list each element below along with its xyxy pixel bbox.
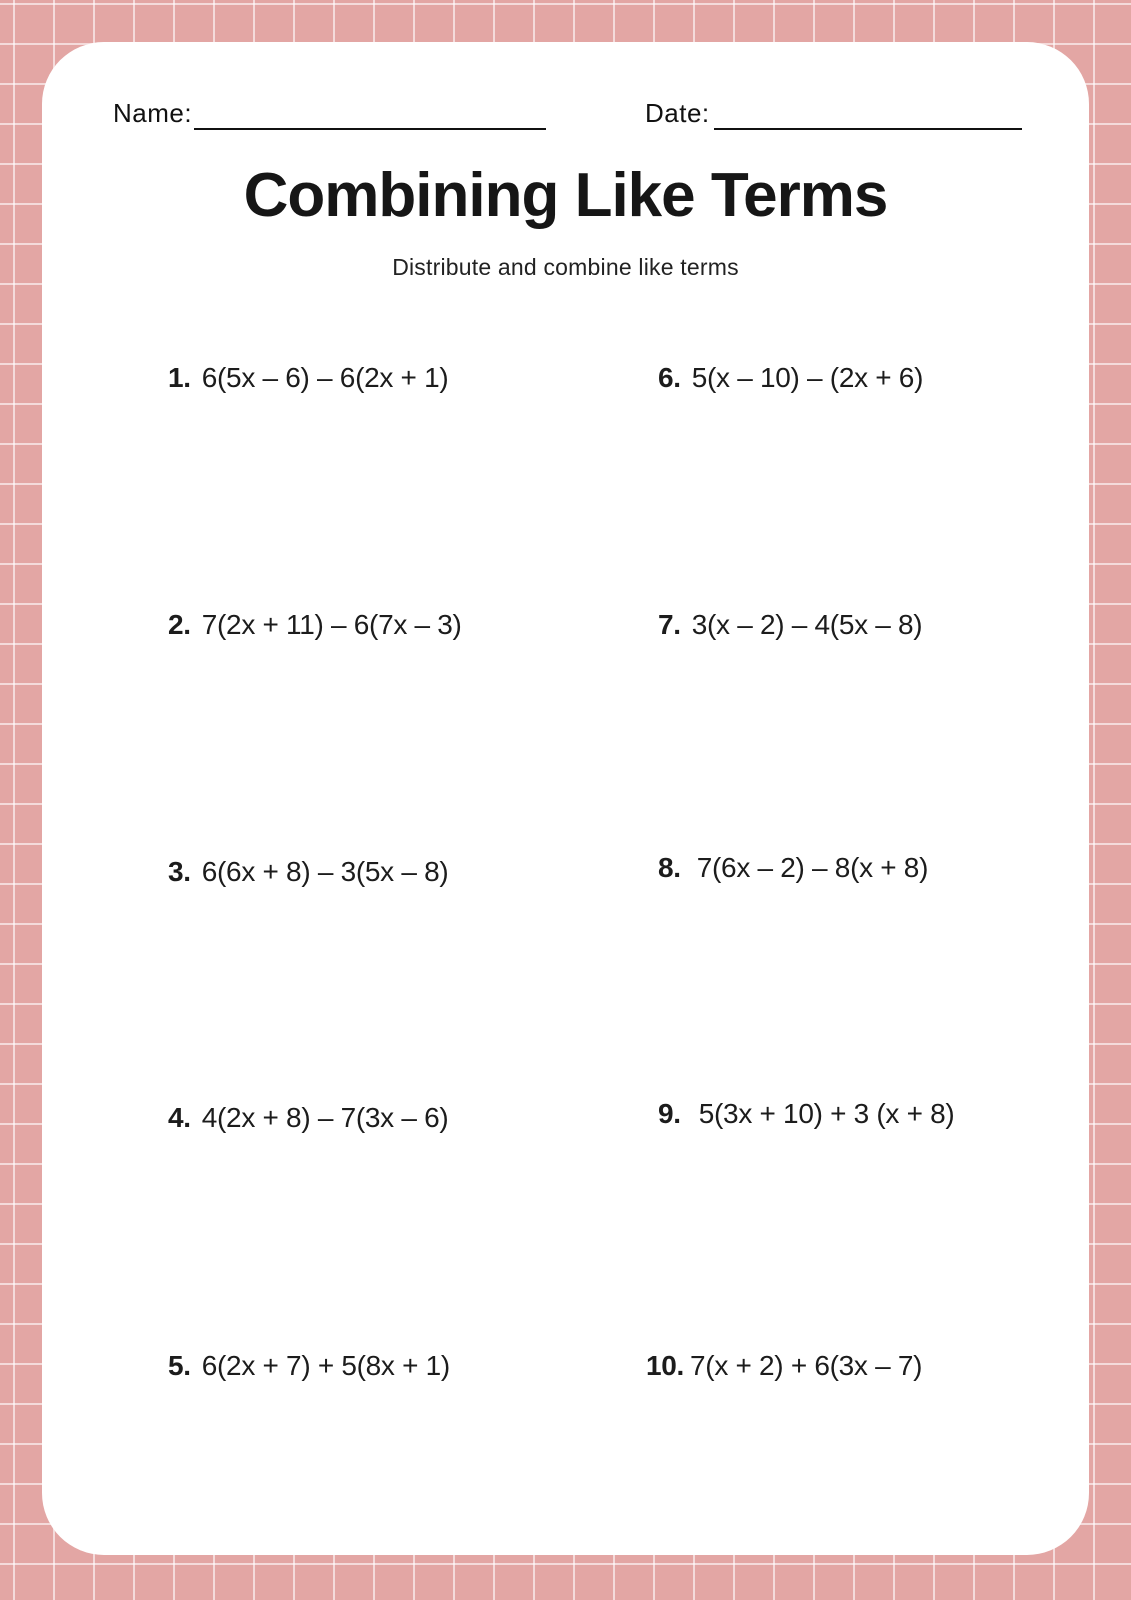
problem-number: 7.: [658, 609, 681, 640]
problem-2: [168, 607, 462, 643]
problem-number: 3.: [168, 856, 191, 887]
problem-8: [658, 850, 928, 886]
problem-1: [168, 360, 448, 396]
problem-number: 1.: [168, 362, 191, 393]
date-input-line[interactable]: [714, 128, 1022, 130]
problem-5: [168, 1348, 450, 1384]
page-subtitle: Distribute and combine like terms: [392, 254, 739, 280]
problem-9: [658, 1096, 954, 1132]
problem-number: 8.: [658, 852, 681, 883]
date-label: Date:: [645, 98, 710, 128]
problem-expression: 7(2x + 11) – 6(7x – 3): [201, 609, 462, 640]
problem-expression: 7(x + 2) + 6(3x – 7): [690, 1350, 923, 1381]
problem-expression: 5(x – 10) – (2x + 6): [691, 362, 924, 393]
problem-expression: 7(6x – 2) – 8(x + 8): [696, 852, 929, 883]
worksheet-card: [42, 42, 1089, 1555]
problem-expression: 4(2x + 8) – 7(3x – 6): [201, 1102, 449, 1133]
problem-10: [646, 1348, 922, 1384]
problem-expression: 6(6x + 8) – 3(5x – 8): [201, 856, 449, 887]
problem-number: 10.: [646, 1350, 685, 1381]
problem-number: 4.: [168, 1102, 191, 1133]
page-title: Combining Like Terms: [243, 161, 888, 230]
problem-number: 6.: [658, 362, 681, 393]
problem-number: 9.: [658, 1098, 681, 1129]
problem-number: 5.: [168, 1350, 191, 1381]
problem-7: [658, 607, 922, 643]
problem-4: [168, 1100, 448, 1136]
problem-6: [658, 360, 923, 396]
problem-3: [168, 854, 448, 890]
name-label: Name:: [113, 98, 193, 128]
name-input-line[interactable]: [194, 128, 546, 130]
problem-expression: 5(3x + 10) + 3 (x + 8): [698, 1098, 955, 1129]
problem-expression: 3(x – 2) – 4(5x – 8): [691, 609, 923, 640]
problem-expression: 6(5x – 6) – 6(2x + 1): [201, 362, 449, 393]
problem-number: 2.: [168, 609, 191, 640]
problem-expression: 6(2x + 7) + 5(8x + 1): [201, 1350, 450, 1381]
